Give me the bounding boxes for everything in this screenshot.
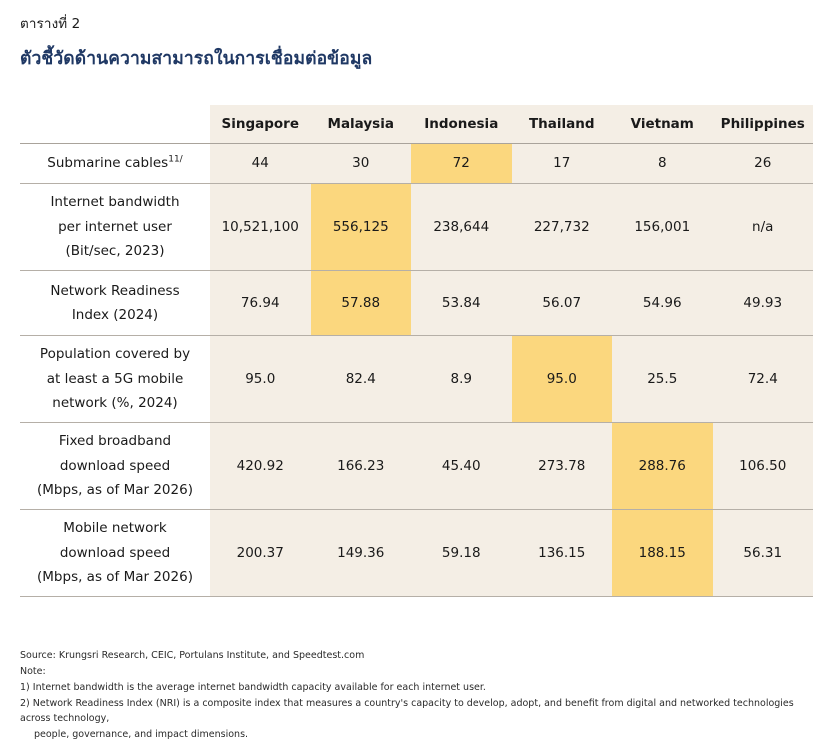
table-cell: 72.4 <box>713 336 814 423</box>
footnotes-block <box>20 648 825 742</box>
table-cell: 238,644 <box>411 184 512 271</box>
table-cell: 200.37 <box>210 510 311 597</box>
row-label-line: (Bit/sec, 2023) <box>65 243 165 260</box>
table-cell: 56.07 <box>512 271 613 336</box>
table-cell: 8.9 <box>411 336 512 423</box>
table-cell: 59.18 <box>411 510 512 597</box>
table-cell: 53.84 <box>411 271 512 336</box>
row-label-line: download speed <box>59 457 171 474</box>
row-label <box>20 271 210 336</box>
table-cell: 45.40 <box>411 423 512 510</box>
table-cell: 54.96 <box>612 271 713 336</box>
table-header <box>20 105 813 144</box>
table-container <box>20 105 813 597</box>
table-cell: 136.15 <box>512 510 613 597</box>
table-cell: 25.5 <box>612 336 713 423</box>
table-cell: 149.36 <box>311 510 412 597</box>
row-label: Submarine cables$^{11/}$ <box>20 144 210 184</box>
column-header-vietnam: Vietnam <box>612 105 713 144</box>
note-item-2 <box>20 696 825 743</box>
table-cell-highlighted: 57.88 <box>311 271 412 336</box>
row-label-line: per internet user <box>58 218 172 235</box>
row-label-line: Fixed broadband <box>58 433 172 450</box>
table-cell-highlighted: 72 <box>411 144 512 184</box>
column-header-indonesia: Indonesia <box>411 105 512 144</box>
row-label-line: at least a 5G mobile <box>46 370 184 387</box>
row-label-line: (Mbps, as of Mar 2026) <box>37 569 193 586</box>
table-row <box>20 271 813 336</box>
heading-block <box>20 14 820 71</box>
row-label-line: Index (2024) <box>71 307 159 323</box>
table-header-row <box>20 105 813 144</box>
column-header-philippines: Philippines <box>713 105 814 144</box>
row-label <box>20 184 210 271</box>
table-cell: 227,732 <box>512 184 613 271</box>
note-item-1: 1) Internet bandwidth is the average internet bandwidth capacity available for each internet user. <box>20 682 486 693</box>
row-label-line: Internet bandwidth <box>50 194 180 211</box>
table-number-label: ตารางที่ 2 <box>20 16 81 32</box>
table-cell: 166.23 <box>311 423 412 510</box>
row-label <box>20 336 210 423</box>
row-label-line: Mobile network <box>63 520 167 537</box>
table-cell: 30 <box>311 144 412 184</box>
column-header-thailand: Thailand <box>512 105 613 144</box>
row-label-line: download speed <box>59 544 171 561</box>
table-cell: 8 <box>612 144 713 184</box>
page-title: ตัวชี้วัดด้านความสามารถในการเชื่อมต่อข้อมูล <box>20 49 373 69</box>
table-cell: 420.92 <box>210 423 311 510</box>
table-cell: 17 <box>512 144 613 184</box>
table-row <box>20 336 813 423</box>
table-cell: 44 <box>210 144 311 184</box>
row-label-line: network (%, 2024) <box>52 395 178 412</box>
table-cell-highlighted: 188.15 <box>612 510 713 597</box>
note-item-2-continuation: people, governance, and impact dimensions. <box>34 728 249 740</box>
row-label-line: (Mbps, as of Mar 2026) <box>37 482 193 499</box>
column-header-malaysia: Malaysia <box>311 105 412 144</box>
note-item-2-text: 2) Network Readiness Index (NRI) is a composite index that measures a country's capacity to develop, adopt, and benefit from digital and networked technologies across technology, <box>20 697 794 724</box>
table-cell: 156,001 <box>612 184 713 271</box>
table-cell-highlighted: 556,125 <box>311 184 412 271</box>
table-row <box>20 144 813 184</box>
table-cell: 76.94 <box>210 271 311 336</box>
table-cell: 82.4 <box>311 336 412 423</box>
row-label-footnote-marker: 11/ <box>168 154 183 165</box>
table-cell: 56.31 <box>713 510 814 597</box>
table-row <box>20 423 813 510</box>
column-header-indicator <box>20 105 210 144</box>
table-row <box>20 184 813 271</box>
table-cell: 106.50 <box>713 423 814 510</box>
table-cell: 95.0 <box>210 336 311 423</box>
row-label-line: Network Readiness <box>50 282 180 299</box>
table-cell-highlighted: 95.0 <box>512 336 613 423</box>
row-label <box>20 510 210 597</box>
table-cell: 273.78 <box>512 423 613 510</box>
column-header-singapore: Singapore <box>210 105 311 144</box>
table-body <box>20 144 813 597</box>
table-row <box>20 510 813 597</box>
row-label-line: Population covered by <box>39 346 191 363</box>
row-label <box>20 423 210 510</box>
table-cell: 49.93 <box>713 271 814 336</box>
connectivity-indicators-table <box>20 105 813 597</box>
table-cell: n/a <box>713 184 814 271</box>
table-cell-highlighted: 288.76 <box>612 423 713 510</box>
table-cell: 26 <box>713 144 814 184</box>
source-line: Source: Krungsri Research, CEIC, Portulans Institute, and Speedtest.com <box>20 650 365 661</box>
table-cell: 10,521,100 <box>210 184 311 271</box>
note-heading: Note: <box>20 666 46 677</box>
